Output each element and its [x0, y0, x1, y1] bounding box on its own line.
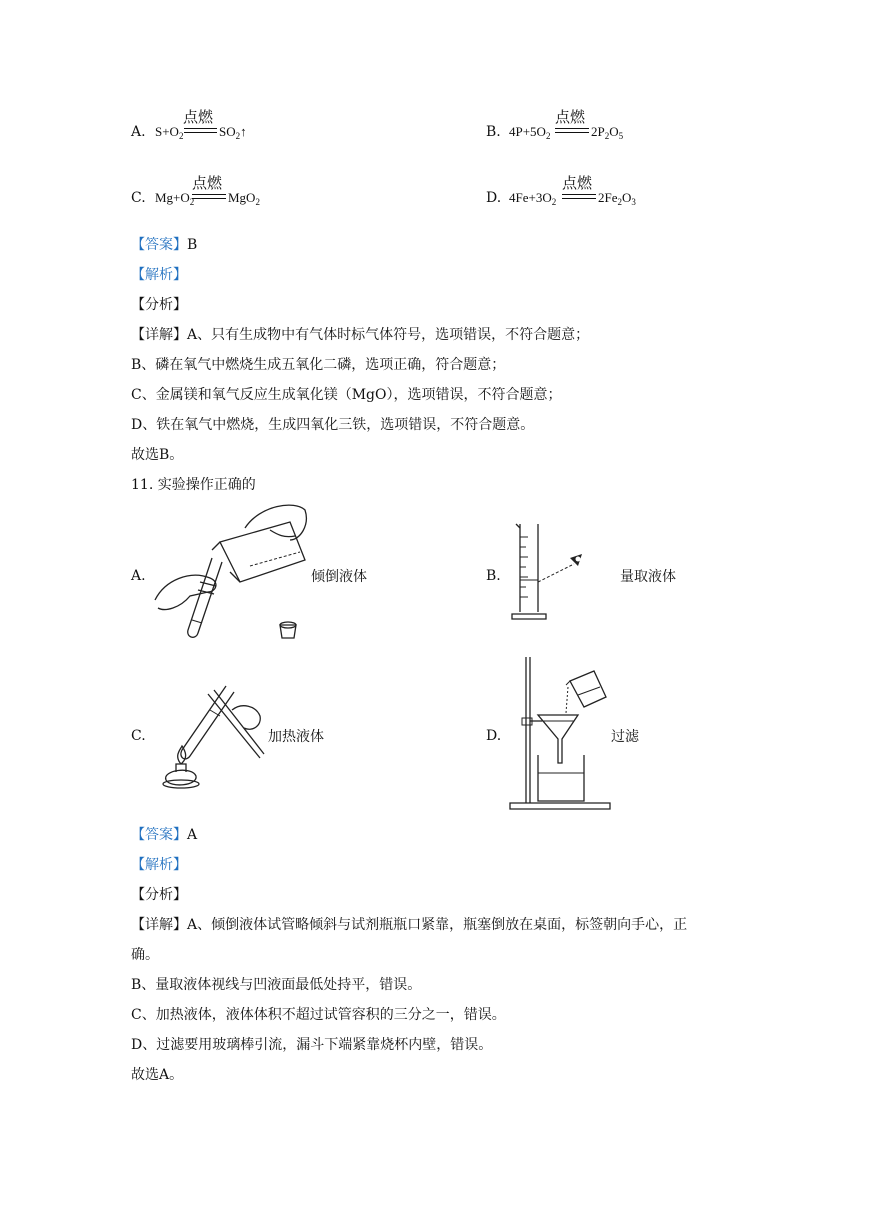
option-letter: D. [486, 728, 502, 744]
reaction-condition: 点燃 [562, 174, 593, 192]
answer-value: A [187, 827, 198, 843]
heat-test-tube-illustration [152, 680, 267, 795]
detail-line: C、加热液体，液体体积不超过试管容积的三分之一，错误。 [131, 1007, 506, 1023]
option-letter: D. [486, 190, 502, 206]
detail-line: B、磷在氧气中燃烧生成五氧化二磷，选项正确，符合题意； [131, 357, 506, 373]
detail-line: 确。 [131, 947, 159, 963]
detail-line: C、金属镁和氧气反应生成氧化镁（MgO），选项错误，不符合题意； [131, 387, 562, 403]
fenxi-label: 【分析】 [131, 297, 187, 313]
answer-line [131, 235, 197, 255]
reaction-condition: 点燃 [183, 108, 214, 126]
option-label: 过滤 [611, 729, 639, 745]
gas-arrow-icon: ↑ [240, 124, 247, 139]
option-letter: C. [131, 728, 146, 744]
pour-liquid-illustration [150, 500, 310, 640]
detail-line: 故选B。 [131, 447, 184, 463]
question-title: 11. 实验操作正确的 [131, 477, 256, 493]
option-label: 倾倒液体 [311, 569, 367, 585]
answer-label: 【答案】 [131, 237, 187, 253]
equals-sign [184, 128, 217, 133]
option-letter: A. [131, 568, 146, 584]
option-letter: A. [131, 124, 146, 140]
detail-line: B、量取液体视线与凹液面最低处持平，错误。 [131, 977, 422, 993]
detail-line: 【详解】A、倾倒液体试管略倾斜与试剂瓶瓶口紧靠，瓶塞倒放在桌面，标签朝向手心，正 [131, 917, 688, 933]
reaction-condition: 点燃 [192, 174, 223, 192]
option-label: 加热液体 [268, 729, 324, 745]
equals-sign [192, 194, 226, 199]
fenxi-label: 【分析】 [131, 887, 187, 903]
answer-value: B [187, 237, 198, 253]
option-label: 量取液体 [620, 569, 676, 585]
reaction-condition: 点燃 [555, 108, 586, 126]
filtration-illustration [508, 655, 618, 813]
detail-line: D、过滤要用玻璃棒引流，漏斗下端紧靠烧杯内壁，错误。 [131, 1037, 493, 1053]
analysis-label: 【解析】 [131, 857, 187, 873]
detail-line: 【详解】A、只有生成物中有气体时标气体符号，选项错误，不符合题意； [131, 327, 590, 343]
equals-sign [562, 194, 596, 199]
detail-line: D、铁在氧气中燃烧，生成四氧化三铁，选项错误，不符合题意。 [131, 417, 535, 433]
option-letter: B. [486, 568, 501, 584]
option-letter: B. [486, 124, 501, 140]
answer-line [131, 825, 197, 845]
answer-label: 【答案】 [131, 827, 187, 843]
analysis-label: 【解析】 [131, 267, 187, 283]
detail-line: 故选A。 [131, 1067, 184, 1083]
option-letter: C. [131, 190, 146, 206]
graduated-cylinder-illustration [508, 522, 598, 626]
equals-sign [555, 128, 589, 133]
